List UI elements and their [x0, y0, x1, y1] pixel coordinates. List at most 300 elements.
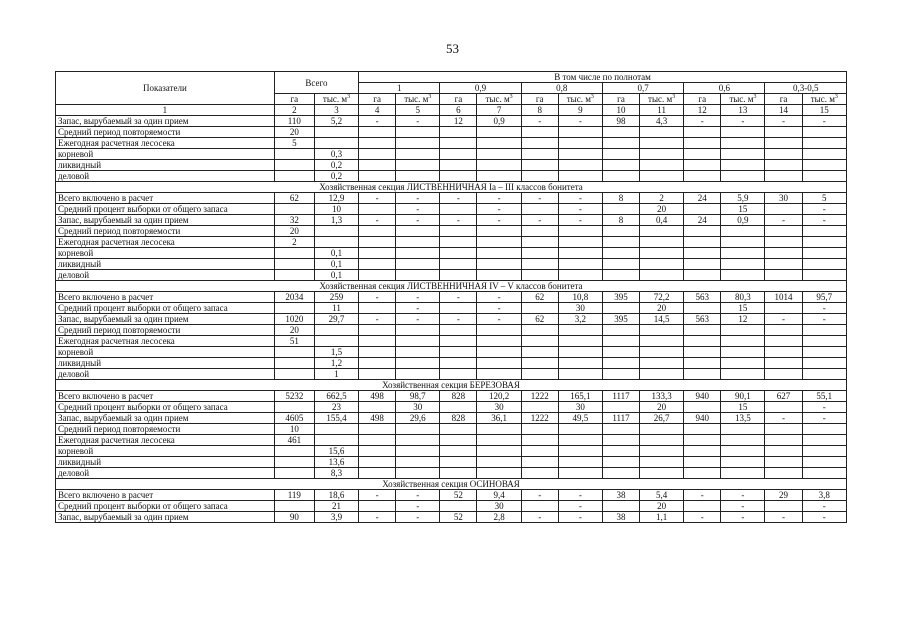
table-cell: - [440, 193, 477, 204]
table-cell [440, 369, 477, 380]
table-cell: 4,3 [640, 116, 684, 127]
table-cell [558, 127, 602, 138]
table-cell [721, 446, 765, 457]
table-cell [558, 468, 602, 479]
table-cell [558, 237, 602, 248]
table-cell [802, 138, 846, 149]
table-cell [721, 435, 765, 446]
table-cell: 498 [359, 413, 396, 424]
table-cell [521, 347, 558, 358]
table-cell [440, 457, 477, 468]
table-cell: 259 [314, 292, 358, 303]
table-cell [640, 347, 684, 358]
table-cell [440, 336, 477, 347]
table-cell: 8 [602, 193, 639, 204]
header-unit-ha: га [359, 94, 396, 105]
table-cell [765, 160, 802, 171]
table-cell [440, 226, 477, 237]
table-cell [396, 270, 440, 281]
table-cell [802, 446, 846, 457]
table-cell [274, 402, 314, 413]
table-row [56, 215, 847, 226]
table-cell [558, 325, 602, 336]
table-cell: 20 [274, 226, 314, 237]
row-label: Всего включено в расчет [56, 490, 275, 501]
row-label: Ежегодная расчетная лесосека [56, 138, 275, 149]
table-cell [314, 435, 358, 446]
table-cell [684, 402, 721, 413]
row-label: Средний период повторяемости [56, 226, 275, 237]
header-unit-ha: га [765, 94, 802, 105]
table-cell [396, 369, 440, 380]
table-cell [602, 226, 639, 237]
table-row [56, 391, 847, 402]
table-cell [274, 270, 314, 281]
section-title: Хозяйственная секция ЛИСТВЕННИЧНАЯ IV – V классов бонитета [56, 281, 847, 292]
row-label: деловой [56, 369, 275, 380]
row-label: Всего включено в расчет [56, 292, 275, 303]
table-cell [396, 468, 440, 479]
table-cell [602, 204, 639, 215]
table-cell [396, 325, 440, 336]
table-cell [314, 138, 358, 149]
table-cell [274, 204, 314, 215]
table-cell: 29,7 [314, 314, 358, 325]
table-cell [521, 446, 558, 457]
table-cell: - [802, 204, 846, 215]
table-cell [521, 270, 558, 281]
table-cell: 1222 [521, 413, 558, 424]
table-cell: - [359, 292, 396, 303]
table-cell [274, 446, 314, 457]
table-cell [602, 138, 639, 149]
table-cell [602, 127, 639, 138]
column-number: 4 [359, 105, 396, 116]
table-cell [640, 226, 684, 237]
table-cell: 21 [314, 501, 358, 512]
table-cell [359, 226, 396, 237]
table-cell [602, 248, 639, 259]
table-cell [558, 171, 602, 182]
table-cell: - [359, 314, 396, 325]
table-cell: 15,6 [314, 446, 358, 457]
table-cell [684, 270, 721, 281]
table-cell [477, 457, 521, 468]
table-cell [314, 325, 358, 336]
table-cell [558, 259, 602, 270]
table-cell [274, 259, 314, 270]
table-cell [640, 435, 684, 446]
table-cell [477, 325, 521, 336]
table-row [56, 435, 847, 446]
unit-label: тыс. м [810, 94, 835, 104]
table-cell [602, 457, 639, 468]
table-cell [558, 226, 602, 237]
table-cell [802, 226, 846, 237]
table-cell [558, 270, 602, 281]
table-cell: 15 [721, 303, 765, 314]
row-label: Средний период повторяемости [56, 127, 275, 138]
table-cell [640, 468, 684, 479]
table-cell [274, 501, 314, 512]
table-cell: 3,9 [314, 512, 358, 523]
table-cell: 80,3 [721, 292, 765, 303]
unit-superscript: 3 [347, 94, 351, 100]
table-cell [802, 325, 846, 336]
table-cell [684, 127, 721, 138]
column-number: 6 [440, 105, 477, 116]
table-row [56, 325, 847, 336]
table-cell [477, 237, 521, 248]
table-row [56, 270, 847, 281]
table-cell: 30 [558, 402, 602, 413]
table-cell [440, 325, 477, 336]
table-cell: 20 [274, 127, 314, 138]
table-cell [274, 149, 314, 160]
table-cell: 38 [602, 512, 639, 523]
table-cell: 0,3 [314, 149, 358, 160]
table-cell [640, 248, 684, 259]
table-cell [359, 270, 396, 281]
unit-superscript: 3 [428, 94, 432, 100]
table-cell: 10 [274, 424, 314, 435]
table-cell [440, 501, 477, 512]
table-cell: 662,5 [314, 391, 358, 402]
row-label: ликвидный [56, 160, 275, 171]
table-cell: - [765, 215, 802, 226]
table-cell [359, 259, 396, 270]
row-label: ликвидный [56, 358, 275, 369]
header-density-group: 0,9 [440, 83, 521, 94]
table-cell [802, 160, 846, 171]
table-cell [521, 303, 558, 314]
row-label: Ежегодная расчетная лесосека [56, 435, 275, 446]
table-row [56, 314, 847, 325]
table-cell [314, 336, 358, 347]
table-cell [477, 424, 521, 435]
table-cell [765, 336, 802, 347]
table-cell: 1014 [765, 292, 802, 303]
table-cell [684, 468, 721, 479]
table-cell: 395 [602, 292, 639, 303]
table-cell [765, 369, 802, 380]
table-cell [802, 347, 846, 358]
table-cell: 23 [314, 402, 358, 413]
table-cell [602, 347, 639, 358]
table-cell [558, 347, 602, 358]
table-cell [765, 501, 802, 512]
table-cell: 0,2 [314, 160, 358, 171]
table-cell [477, 369, 521, 380]
table-cell [359, 369, 396, 380]
table-cell [602, 435, 639, 446]
table-cell: 133,3 [640, 391, 684, 402]
table-cell: 0,1 [314, 259, 358, 270]
table-cell [684, 347, 721, 358]
table-cell: - [684, 512, 721, 523]
table-row [56, 204, 847, 215]
table-cell [477, 468, 521, 479]
table-cell: 0,2 [314, 171, 358, 182]
table-cell: 24 [684, 215, 721, 226]
table-row [56, 259, 847, 270]
table-cell: - [396, 215, 440, 226]
table-cell: 828 [440, 413, 477, 424]
table-cell [802, 468, 846, 479]
table-cell: 1,1 [640, 512, 684, 523]
table-cell [440, 424, 477, 435]
table-cell [721, 149, 765, 160]
table-row [56, 226, 847, 237]
table-cell: 563 [684, 292, 721, 303]
table-cell [602, 259, 639, 270]
table-cell [802, 259, 846, 270]
row-label: Запас, вырубаемый за один прием [56, 314, 275, 325]
table-cell: 29 [765, 490, 802, 501]
header-unit-thousand-m3 [558, 94, 602, 105]
table-cell [440, 347, 477, 358]
table-row [56, 457, 847, 468]
table-row [56, 501, 847, 512]
table-cell [521, 402, 558, 413]
table-cell: - [802, 413, 846, 424]
table-cell: - [721, 501, 765, 512]
table-cell [721, 171, 765, 182]
table-cell: - [396, 314, 440, 325]
table-cell [274, 457, 314, 468]
table-cell: 98 [602, 116, 639, 127]
table-cell [440, 270, 477, 281]
table-cell: 0,9 [477, 116, 521, 127]
table-cell [802, 435, 846, 446]
table-cell [558, 358, 602, 369]
table-cell [640, 237, 684, 248]
table-cell: 15 [721, 204, 765, 215]
table-cell [684, 358, 721, 369]
table-cell [684, 149, 721, 160]
table-cell: - [440, 314, 477, 325]
table-cell [521, 259, 558, 270]
table-cell [765, 259, 802, 270]
table-cell [440, 303, 477, 314]
table-cell [765, 149, 802, 160]
table-cell [802, 336, 846, 347]
table-cell [558, 149, 602, 160]
table-cell [359, 138, 396, 149]
table-cell: 38 [602, 490, 639, 501]
table-cell [684, 424, 721, 435]
table-cell [558, 424, 602, 435]
table-cell [274, 160, 314, 171]
table-cell [477, 127, 521, 138]
table-cell [440, 435, 477, 446]
header-unit-thousand-m3 [802, 94, 846, 105]
table-cell [721, 369, 765, 380]
header-unit-ha: га [602, 94, 639, 105]
column-number: 9 [558, 105, 602, 116]
table-cell [440, 149, 477, 160]
table-cell [602, 468, 639, 479]
table-cell [602, 424, 639, 435]
table-cell: 627 [765, 391, 802, 402]
table-cell [765, 457, 802, 468]
table-cell: - [558, 501, 602, 512]
table-cell: 29,6 [396, 413, 440, 424]
table-cell: 62 [521, 292, 558, 303]
table-cell [396, 424, 440, 435]
table-cell: - [558, 512, 602, 523]
table-cell [640, 171, 684, 182]
table-cell [602, 270, 639, 281]
table-cell [802, 457, 846, 468]
table-cell [684, 138, 721, 149]
table-cell [274, 369, 314, 380]
table-cell [521, 171, 558, 182]
table-cell [521, 149, 558, 160]
table-cell [765, 325, 802, 336]
table-cell: 30 [477, 501, 521, 512]
header-unit-thousand-m3 [721, 94, 765, 105]
table-cell [602, 336, 639, 347]
table-cell [802, 237, 846, 248]
table-cell [640, 270, 684, 281]
table-cell [684, 435, 721, 446]
row-label: ликвидный [56, 259, 275, 270]
table-cell [602, 358, 639, 369]
table-cell [396, 138, 440, 149]
table-cell [440, 446, 477, 457]
table-cell [396, 171, 440, 182]
row-label: корневой [56, 248, 275, 259]
table-cell [684, 446, 721, 457]
table-cell [477, 226, 521, 237]
row-label: Запас, вырубаемый за один прием [56, 215, 275, 226]
table-cell: 98,7 [396, 391, 440, 402]
table-cell: 13,5 [721, 413, 765, 424]
row-label: Средний процент выборки от общего запаса [56, 501, 275, 512]
table-cell [684, 160, 721, 171]
table-cell [477, 171, 521, 182]
header-density-group: 0,6 [684, 83, 765, 94]
table-cell [684, 204, 721, 215]
table-cell: - [721, 490, 765, 501]
table-cell [684, 226, 721, 237]
table-cell: 15 [721, 402, 765, 413]
table-cell [602, 149, 639, 160]
table-cell [802, 358, 846, 369]
table-cell [721, 259, 765, 270]
table-cell: - [477, 303, 521, 314]
table-cell [640, 457, 684, 468]
table-cell [477, 259, 521, 270]
table-cell [802, 127, 846, 138]
table-cell: - [396, 490, 440, 501]
table-cell: 30 [558, 303, 602, 314]
table-cell [396, 259, 440, 270]
table-cell: - [684, 490, 721, 501]
table-cell [558, 435, 602, 446]
table-cell [602, 446, 639, 457]
row-label: Средний процент выборки от общего запаса [56, 204, 275, 215]
table-cell [396, 160, 440, 171]
header-by-density: В том числе по полнотам [359, 72, 847, 83]
table-cell [765, 424, 802, 435]
header-density-group: 0,3-0,5 [765, 83, 847, 94]
table-cell [396, 347, 440, 358]
table-cell [721, 325, 765, 336]
table-cell: 1,3 [314, 215, 358, 226]
column-number: 7 [477, 105, 521, 116]
table-cell: 90,1 [721, 391, 765, 402]
table-cell [521, 204, 558, 215]
row-label: Запас, вырубаемый за один прием [56, 413, 275, 424]
table-cell: - [396, 303, 440, 314]
table-cell: - [765, 512, 802, 523]
table-cell: - [558, 490, 602, 501]
table-cell [521, 248, 558, 259]
unit-label: тыс. м [404, 94, 429, 104]
table-cell [274, 171, 314, 182]
table-cell [477, 347, 521, 358]
table-cell: 52 [440, 512, 477, 523]
table-cell [440, 204, 477, 215]
table-cell [477, 160, 521, 171]
table-cell: - [477, 314, 521, 325]
table-cell [477, 149, 521, 160]
table-cell [521, 435, 558, 446]
unit-label: тыс. м [322, 94, 348, 104]
table-row [56, 149, 847, 160]
table-cell: 155,4 [314, 413, 358, 424]
table-cell: 20 [640, 402, 684, 413]
section-title: Хозяйственная секция ОСИНОВАЯ [56, 479, 847, 490]
table-cell: - [521, 215, 558, 226]
table-cell [440, 402, 477, 413]
table-cell: - [440, 292, 477, 303]
table-row [56, 347, 847, 358]
table-cell [765, 171, 802, 182]
column-number: 11 [640, 105, 684, 116]
table-cell: 10,8 [558, 292, 602, 303]
unit-label: тыс. м [485, 94, 510, 104]
table-cell [765, 468, 802, 479]
table-cell: - [359, 490, 396, 501]
table-cell: 828 [440, 391, 477, 402]
table-cell [802, 270, 846, 281]
table-cell: - [477, 292, 521, 303]
table-cell: 30 [765, 193, 802, 204]
row-label: Запас, вырубаемый за один прием [56, 512, 275, 523]
table-cell [440, 160, 477, 171]
table-cell: 18,6 [314, 490, 358, 501]
table-cell [274, 347, 314, 358]
table-cell [558, 160, 602, 171]
table-cell: - [765, 413, 802, 424]
table-cell [765, 402, 802, 413]
table-cell: - [521, 490, 558, 501]
table-cell: 11 [314, 303, 358, 314]
table-cell: 940 [684, 413, 721, 424]
table-cell [602, 325, 639, 336]
table-cell [602, 171, 639, 182]
table-cell: - [802, 501, 846, 512]
column-number: 8 [521, 105, 558, 116]
column-number: 10 [602, 105, 639, 116]
table-cell [802, 149, 846, 160]
table-cell [396, 149, 440, 160]
column-number: 14 [765, 105, 802, 116]
table-cell [684, 369, 721, 380]
